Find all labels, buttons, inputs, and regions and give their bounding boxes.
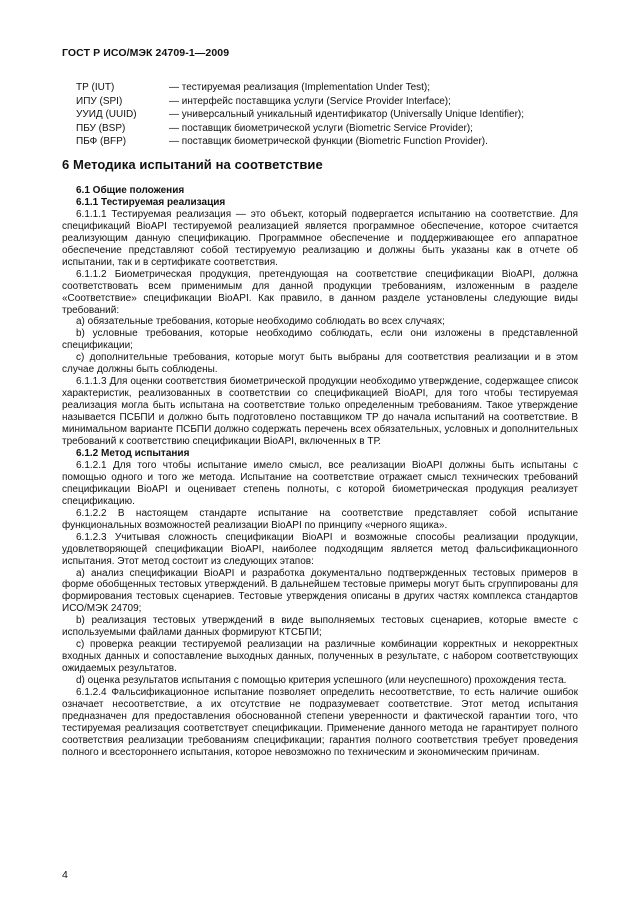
paragraph: 6.1.1.2 Биометрическая продукция, претендующая на соответствие спецификации BioAPI, должна соответствовать всем применимым для данной продукции требованиям, изложенным в разделе «Соответствие» спецификации BioAPI. Как правило, в данном разделе установлены следующие виды требований: [62,268,578,316]
document-body [62,185,578,759]
abbreviation-row [76,122,576,136]
paragraph: 6.1.2.1 Для того чтобы испытание имело смысл, все реализации BioAPI должны быть испытаны с помощью одного и того же метода. Испытание на соответствие отражает смысл технических требований спецификации BioAPI и оценивает степень полноты, с которой биометрическая продукция реализует спецификацию. [62,459,578,507]
abbreviation-term: УУИД (UUID) [76,109,137,120]
list-item: a) анализ спецификации BioAPI и разработка документально подтвержденных тестовых примеров в форме обобщенных тестовых утверждений. В дальнейшем тестовые примеры могут быть сгруппированы для формирования тестовых сценариев. Тестовые утверждения описаны в других частях комплекса стандартов ИСО/МЭК 24709; [62,567,578,615]
subsection-heading: 6.1.2 Метод испытания [76,447,190,459]
paragraph: 6.1.2.4 Фальсификационное испытание позволяет определить несоответствие, то есть наличие ошибок означает несоответствие, а их отсутствие не подразумевает соответствие. Этот метод испытания предназначен для предоставления обоснованной степени уверенности и фактической гарантии того, что тестируемая реализация соответствует спецификации. Применение данного метода не гарантирует полного соответствия реализации требованиям спецификации; гарантия полного соответствия требует проведения полного и всестороннего испытания, которое невозможно по техническим и экономическим причинам. [62,687,578,758]
abbreviation-term: ПБФ (BFP) [76,136,127,147]
list-item: a) обязательные требования, которые необходимо соблюдать во всех случаях; [76,316,445,328]
paragraph: 6.1.2.2 В настоящем стандарте испытание на соответствие представляет собой испытание функциональных возможностей реализации BioAPI по принципу «черного ящика». [62,507,578,531]
document-header: ГОСТ Р ИСО/МЭК 24709-1—2009 [62,47,230,59]
abbreviation-description: — интерфейс поставщика услуги (Service Provider Interface); [169,95,451,107]
abbreviation-term: ПБУ (BSP) [76,122,126,134]
abbreviation-term: ТР (IUT) [76,82,115,93]
list-item: b) условные требования, которые необходимо соблюдать, если они изложены в представленной спецификации; [62,328,578,352]
page-number: 4 [62,869,68,881]
abbreviation-row [76,81,576,95]
abbreviation-list [76,81,576,149]
list-item: d) оценка результатов испытания с помощью критерия успешного (или неуспешного) прохождения теста. [76,675,567,687]
subsection-heading: 6.1 Общие положения [76,185,185,196]
list-item: c) проверка реакции тестируемой реализации на различные комбинации корректных и некорректных входных данных и сопоставление выходных данных, полученных в результате, с набором соответствующих ожидаемых результатов. [62,639,578,675]
subsection-heading: 6.1.1 Тестируемая реализация [76,196,226,208]
abbreviation-row [76,135,576,149]
abbreviation-description: — поставщик биометрической функции (Biometric Function Provider). [169,136,488,147]
abbreviation-description: — тестируемая реализация (Implementation Under Test); [169,82,431,93]
abbreviation-term: ИПУ (SPI) [76,95,123,107]
paragraph: 6.1.1.1 Тестируемая реализация — это объект, который подвергается испытанию на соответствие. Для спецификаций BioAPI тестируемой реализацией является программное обеспечение, которое считается реализующим данную спецификацию. Программное обеспечение и поддерживающее его аппаратное обеспечение представляют собой тестируемую реализацию и должны быть указаны как в отчете об испытании, так и в сертификате соответствия. [62,208,578,268]
paragraph: 6.1.1.3 Для оценки соответствия биометрической продукции необходимо утверждение, содержащее список характеристик, реализованных в соответствии со спецификацией BioAPI, для того чтобы тестируемая реализация могла быть испытана на соответствие только определенным требованиям. Такое утверждение называется ПСБПИ и должно быть подготовлено поставщиком ТР до начала испытаний на соответствие. В минимальном варианте ПСБПИ должно содержать перечень всех обязательных, условных и дополнительных требований к соответствию спецификации BioAPI, включенных в ТР. [62,376,578,448]
paragraph: 6.1.2.3 Учитывая сложность спецификации BioAPI и возможные способы реализации продукции, удовлетворяющей спецификации BioAPI, наиболее подходящим является метод фальсификационного испытания. Этот метод состоит из следующих этапов: [62,531,578,567]
abbreviation-row [76,108,576,122]
abbreviation-description: — поставщик биометрической услуги (Biometric Service Provider); [169,122,473,134]
section-title: 6 Методика испытаний на соответствие [62,157,323,172]
list-item: c) дополнительные требования, которые могут быть выбраны для соответствия реализации и в этом случае должны быть соблюдены. [62,352,578,376]
list-item: b) реализация тестовых утверждений в виде выполняемых тестовых сценариев, которые вместе с используемыми файлами данных формируют КТСБПИ; [62,615,578,639]
abbreviation-description: — универсальный уникальный идентификатор (Universally Unique Identifier); [169,109,525,120]
abbreviation-row [76,95,576,109]
